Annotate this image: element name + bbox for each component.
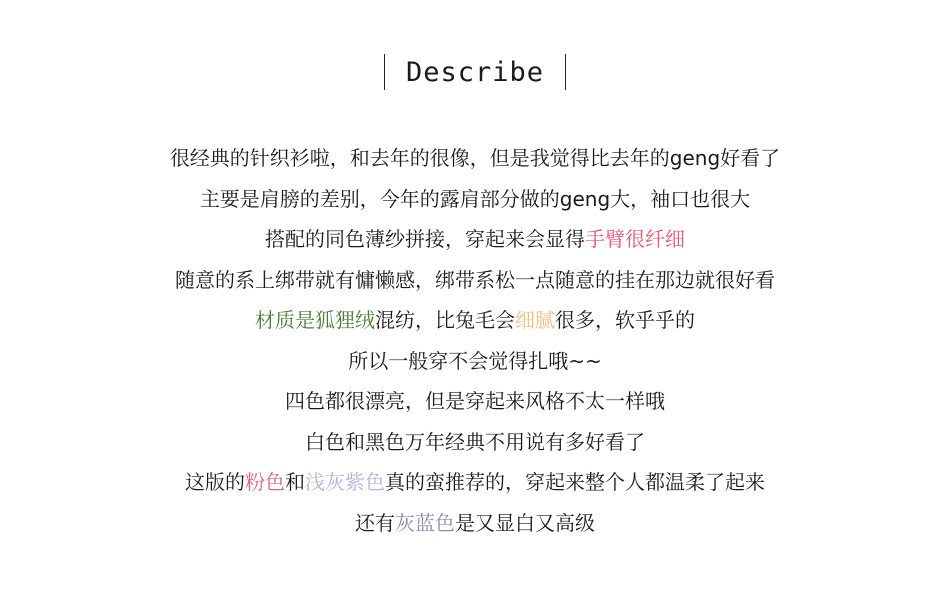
description-line xyxy=(0,422,950,463)
title-frame xyxy=(384,52,566,92)
highlighted-text: 细腻 xyxy=(515,308,555,332)
description-line xyxy=(0,219,950,260)
line-text: 主要是肩膀的差别，今年的露肩部分做的geng大，袖口也很大 xyxy=(199,186,751,211)
line-text: 随意的系上绑带就有慵懒感，绑带系松一点随意的挂在那边就很好看 xyxy=(175,267,775,292)
line-text: 混纺，比兔毛会 xyxy=(375,308,515,332)
description-line xyxy=(0,179,950,220)
title-header xyxy=(0,52,950,92)
description-text-block xyxy=(0,138,950,543)
line-text: 四色都很漂亮，但是穿起来风格不太一样哦 xyxy=(285,389,665,413)
highlighted-text: 材质是狐狸绒 xyxy=(255,308,375,332)
left-divider-bar xyxy=(384,54,386,90)
line-text: 很多，软乎乎的 xyxy=(555,308,695,332)
line-text: 是又显白又高级 xyxy=(455,510,595,535)
right-divider-bar xyxy=(565,54,567,90)
highlighted-text: 浅灰紫色 xyxy=(305,470,385,494)
highlighted-text: 灰蓝色 xyxy=(395,510,455,535)
description-line xyxy=(0,260,950,301)
section-title: Describe xyxy=(405,56,545,88)
line-text: 还有 xyxy=(355,510,395,535)
line-text: 和 xyxy=(285,470,305,494)
line-text: 搭配的同色薄纱拼接，穿起来会显得 xyxy=(265,227,585,251)
description-line xyxy=(0,138,950,179)
line-text: 白色和黑色万年经典不用说有多好看了 xyxy=(305,429,645,454)
line-text: 这版的 xyxy=(185,470,245,494)
line-text: 很经典的针织衫啦，和去年的很像，但是我觉得比去年的geng好看了 xyxy=(169,146,781,170)
line-text: 所以一般穿不会觉得扎哦~~ xyxy=(348,348,602,373)
highlighted-text: 粉色 xyxy=(245,470,285,494)
description-line xyxy=(0,300,950,341)
description-line xyxy=(0,462,950,503)
highlighted-text: 手臂很纤细 xyxy=(585,227,685,251)
description-line xyxy=(0,341,950,382)
description-line xyxy=(0,503,950,544)
line-text: 真的蛮推荐的，穿起来整个人都温柔了起来 xyxy=(385,470,765,494)
description-line xyxy=(0,381,950,422)
